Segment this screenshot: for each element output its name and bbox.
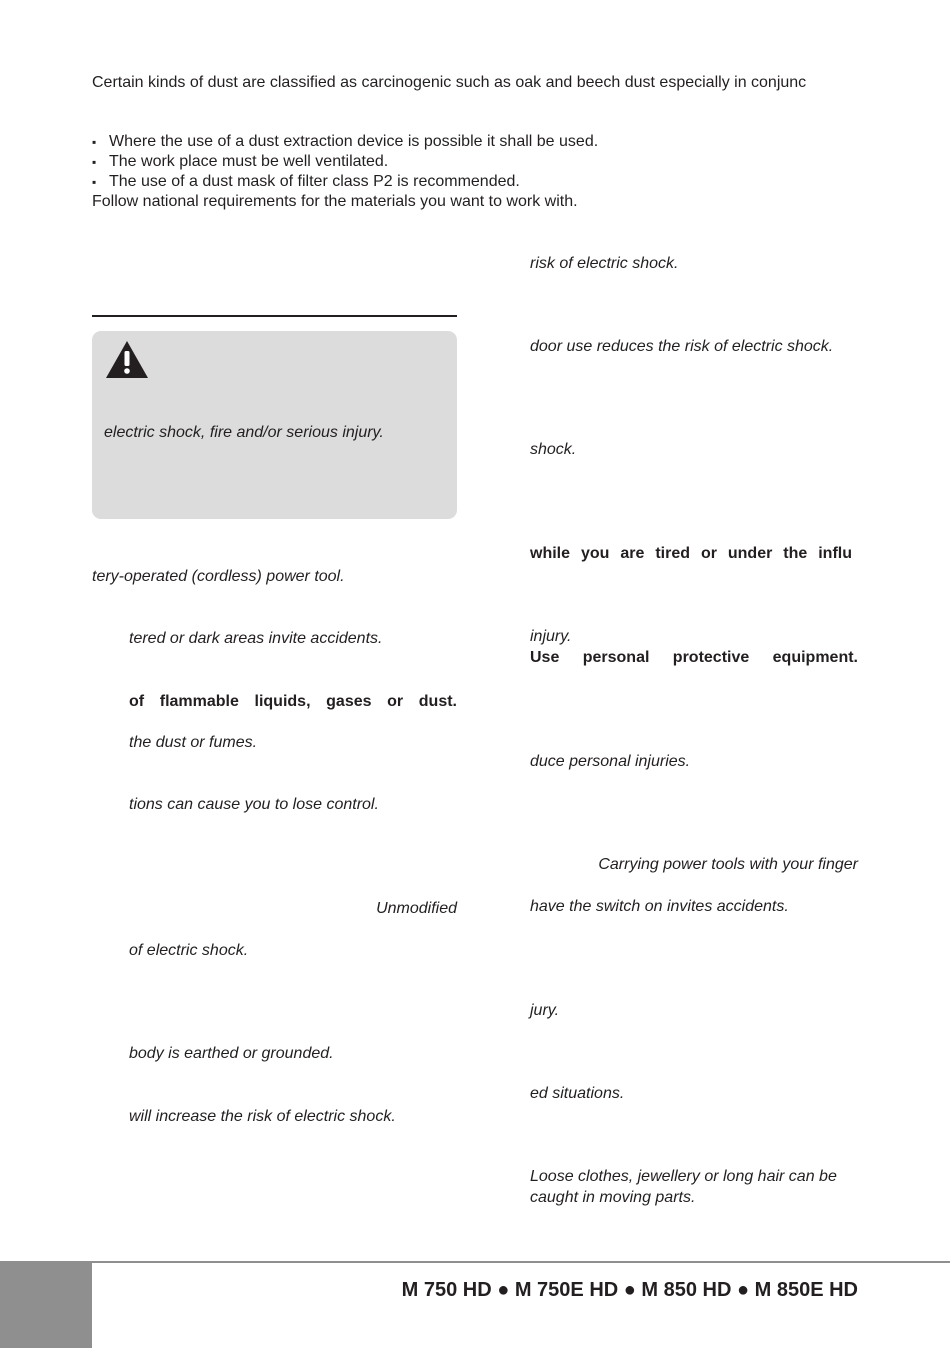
right-text-line: Use personal protective equipment. — [530, 649, 858, 666]
bullet-icon: ▪ — [92, 155, 97, 169]
right-text-line: risk of electric shock. — [530, 255, 679, 272]
right-text-line: have the switch on invites accidents. — [530, 898, 789, 915]
list-item: The work place must be well ventilated. — [109, 153, 389, 170]
left-text-line: of electric shock. — [129, 942, 249, 959]
left-text-line: the dust or fumes. — [129, 734, 258, 751]
right-text-line: duce personal injuries. — [530, 753, 691, 770]
left-text-line: of flammable liquids, gases or dust. — [129, 693, 457, 710]
section-divider — [92, 315, 457, 317]
intro-carcinogenic-text: Certain kinds of dust are classified as carcinogenic such as oak and beech dust especially in conjunc — [92, 74, 807, 91]
right-text-line: Loose clothes, jewellery or long hair can be — [530, 1168, 837, 1185]
footer-divider — [0, 1261, 950, 1263]
left-text-line: will increase the risk of electric shock. — [129, 1108, 396, 1125]
warning-triangle-icon — [105, 340, 149, 379]
footer-model-names: M 750 HD ● M 750E HD ● M 850 HD ● M 850E HD — [401, 1279, 858, 1301]
left-text-line: Unmodified — [376, 900, 457, 917]
right-text-line: Carrying power tools with your finger — [598, 856, 858, 873]
bullet-icon: ▪ — [92, 175, 97, 189]
right-text-line: injury. — [530, 628, 572, 645]
list-item: Where the use of a dust extraction device is possible it shall be used. — [109, 133, 599, 150]
left-text-line: tions can cause you to lose control. — [129, 796, 379, 813]
left-text-line: tery-operated (cordless) power tool. — [92, 568, 345, 585]
right-text-line: jury. — [530, 1002, 560, 1019]
warning-box-text: electric shock, fire and/or serious injury. — [104, 424, 384, 441]
right-text-line: shock. — [530, 441, 577, 458]
follow-requirements-text: Follow national requirements for the materials you want to work with. — [92, 193, 578, 210]
list-item: The use of a dust mask of filter class P2 is recommended. — [109, 173, 520, 190]
right-text-line: ed situations. — [530, 1085, 625, 1102]
right-text-line: caught in moving parts. — [530, 1189, 696, 1206]
right-text-line: while you are tired or under the influ — [530, 545, 852, 562]
page-number-tab — [0, 1263, 92, 1348]
bullet-icon: ▪ — [92, 135, 97, 149]
left-text-line: tered or dark areas invite accidents. — [129, 630, 383, 647]
right-text-line: door use reduces the risk of electric shock. — [530, 338, 834, 355]
left-text-line: body is earthed or grounded. — [129, 1045, 334, 1062]
